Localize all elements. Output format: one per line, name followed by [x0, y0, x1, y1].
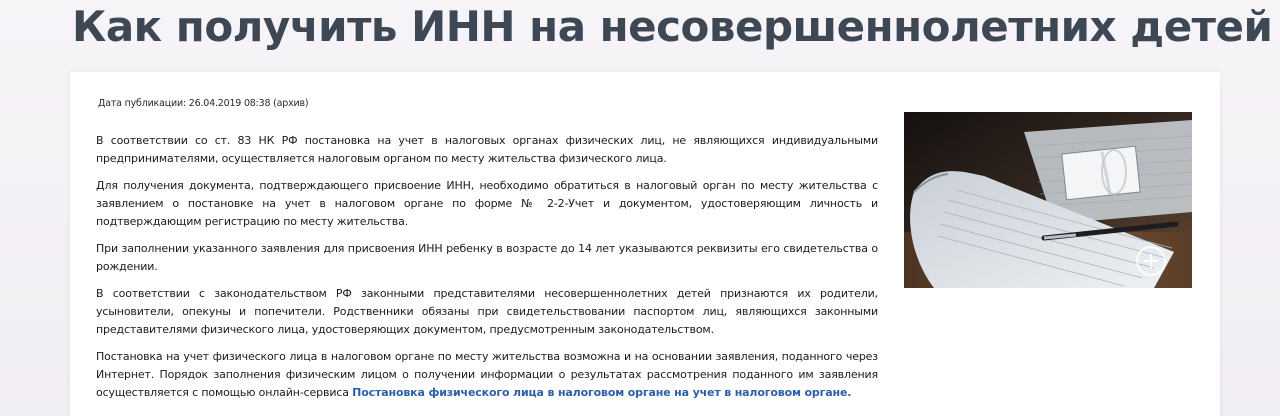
service-link[interactable]: Постановка физического лица в налоговом органе на учет в налоговом органе. [352, 386, 852, 399]
paragraph-1: В соответствии со ст. 83 НК РФ постановка на учет в налоговых органах физических лиц, не являющихся индивидуальными предпринимателями, осуществляется налоговым органом по месту жительства физического лица. [96, 134, 878, 165]
publication-date: Дата публикации: 26.04.2019 08:38 (архив) [98, 98, 309, 109]
paragraph-2: Для получения документа, подтверждающего присвоение ИНН, необходимо обратиться в налоговый орган по месту жительства с заявлением о постановке на учет в налоговом органе по форме № 2-2-Учет и документом, удостоверяющим личность и подтверждающим регистрацию по месту жительства. [96, 179, 878, 228]
paragraph-4: В соответствии с законодательством РФ законными представителями несовершеннолетних детей признаются их родители, усыновители, опекуны и попечители. Родственники обязаны при свидетельствовании паспортом лиц, являющихся законными представителями физического лица, удостоверяющих документом, предусмотренным законодательством. [96, 287, 878, 336]
paragraph-5-text: Постановка на учет физического лица в налоговом органе по месту жительства возможна и на основании заявления, поданного через Интернет. Порядок заполнения физическим лицом о получении информации о результатах рассмотрения поданного им заявления осуществляется с помощью онлайн-сервиса [96, 350, 878, 399]
page-title: Как получить ИНН на несовершеннолетних детей [72, 2, 1273, 51]
article-card [70, 72, 1220, 416]
plus-circle-icon[interactable] [1136, 246, 1166, 276]
article-body [96, 132, 878, 411]
paragraph-3: При заполнении указанного заявления для присвоения ИНН ребенку в возрасте до 14 лет указываются реквизиты его свидетельства о рождении. [96, 242, 878, 273]
article-image[interactable] [904, 112, 1192, 288]
paragraph-5 [96, 348, 878, 402]
